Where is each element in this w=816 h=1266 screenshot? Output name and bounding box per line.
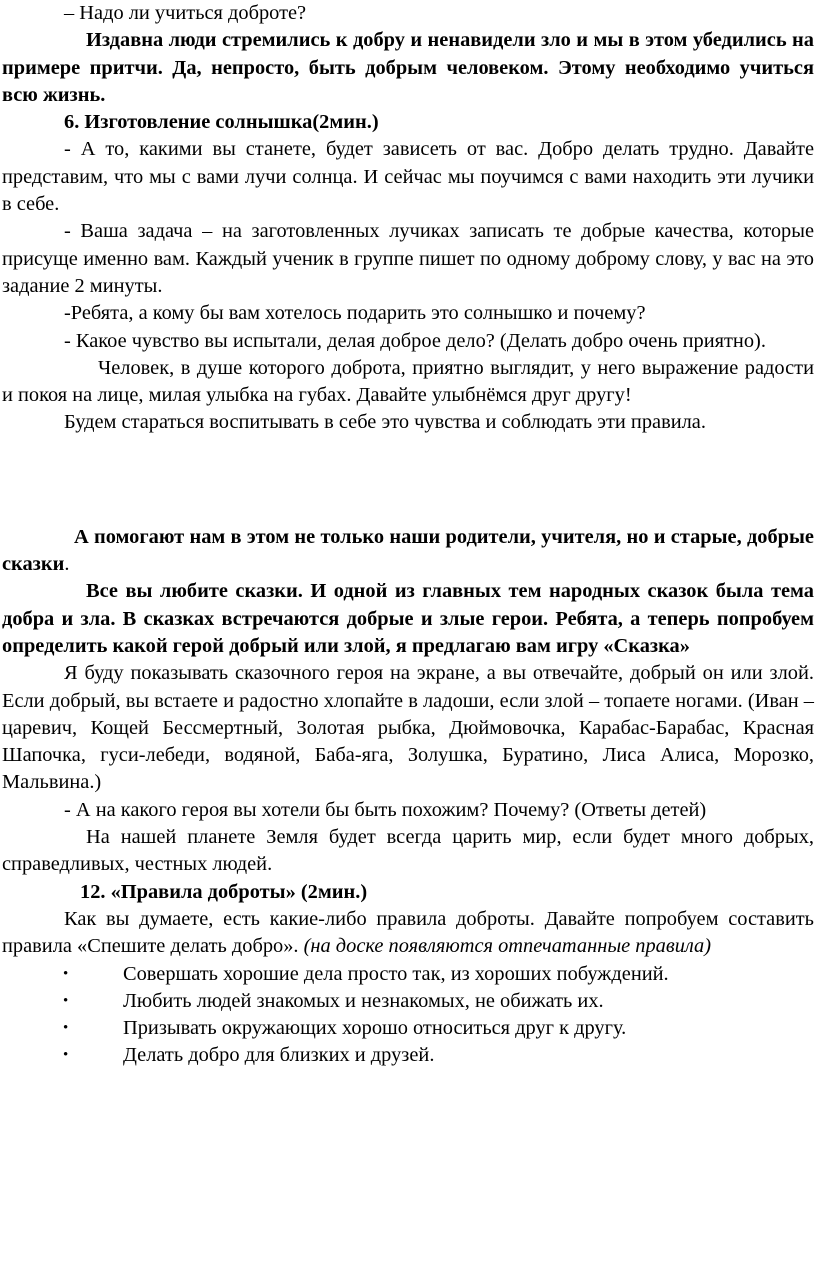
paragraph-rules-intro: Будем стараться воспитывать в себе это чувства и соблюдать эти правила. <box>64 411 706 434</box>
rule-text: Совершать хорошие дела просто так, из хороших побуждений. <box>123 962 669 985</box>
fairy-tales-bold-text: А помогают нам в этом не только наши родители, учителя, но и старые, добрые сказки <box>2 525 814 576</box>
fairy-tales-period: . <box>64 553 70 576</box>
list-item <box>2 1042 814 1069</box>
blank-space <box>2 437 814 524</box>
paragraph-kindness-rules <box>2 906 814 961</box>
bullet-icon: • <box>63 992 69 1009</box>
paragraph-game-intro: Все вы любите сказки. И одной из главных тем народных сказок была тема добра и зла. В сказках встречаются добрые и злые герои. Ребята, а теперь попробуем определить какой герой добрый или злой, я предлагаю вам игру «Сказка» <box>2 580 814 657</box>
paragraph-fairy-tales <box>2 524 814 579</box>
paragraph-planet: На нашей планете Земля будет всегда царить мир, если будет много добрых, справедливых, честных людей. <box>2 826 814 876</box>
rule-text: Делать добро для близких и друзей. <box>123 1044 435 1067</box>
list-item <box>2 988 814 1015</box>
kindness-rules-note: (на доске появляются отпечатанные правила) <box>303 935 712 958</box>
rule-text: Любить людей знакомых и незнакомых, не обижать их. <box>123 989 604 1012</box>
paragraph-game-rules: Я буду показывать сказочного героя на экране, а вы отвечайте, добрый он или злой. Если добрый, вы встаете и радостно хлопайте в ладоши, если злой – топаете ногами. (Иван – царевич, Кощей Бессмертный, Золотая рыбка, Дюймовочка, Карабас-Барабас, Красная Шапочка, гуси-лебеди, водяной, Баба-яга, Золушка, Буратино, Лиса Алиса, Морозко, Мальвина.) <box>2 662 814 794</box>
list-item <box>2 961 814 988</box>
paragraph-feeling: - Какое чувство вы испытали, делая доброе дело? (Делать добро очень приятно). <box>64 329 766 352</box>
paragraph-hero-question: - А на какого героя вы хотели бы быть похожим? Почему? (Ответы детей) <box>64 798 707 821</box>
bullet-icon: • <box>63 1047 69 1064</box>
paragraph-person: Человек, в душе которого доброта, приятно выглядит, у него выражение радости и покоя на лице, милая улыбка на губах. Давайте улыбнёмся друг другу! <box>2 356 814 407</box>
rules-list <box>2 961 814 1070</box>
paragraph-gift: -Ребята, а кому бы вам хотелось подарить это солнышко и почему? <box>64 302 646 325</box>
list-item <box>2 1015 814 1042</box>
bullet-icon: • <box>63 965 69 982</box>
section-heading-6: 6. Изготовление солнышка(2мин.) <box>64 111 379 134</box>
paragraph-question: – Надо ли учиться доброте? <box>64 2 307 24</box>
paragraph-sun: - А то, какими вы станете, будет зависеть от вас. Добро делать трудно. Давайте представим, что мы с вами лучи солнца. И сейчас мы поучимся с вами находить эти лучики в себе. <box>2 138 814 216</box>
paragraph-task: - Ваша задача – на заготовленных лучиках записать те добрые качества, которые присуще именно вам. Каждый ученик в группе пишет по одному доброму слову, у вас на это задание 2 минуты. <box>2 220 814 297</box>
rule-text: Призывать окружающих хорошо относиться друг к другу. <box>123 1017 627 1040</box>
section-heading-12: 12. «Правила доброты» (2мин.) <box>80 880 368 903</box>
paragraph-bold-intro: Издавна люди стремились к добру и ненавидели зло и мы в этом убедились на примере притчи. Да, непросто, быть добрым человеком. Этому необходимо учиться всю жизнь. <box>2 29 814 106</box>
kindness-rules-text: Как вы думаете, есть какие-либо правила доброты. Давайте попробуем составить правила «Спешите делать добро». <box>2 907 814 958</box>
bullet-icon: • <box>63 1020 69 1037</box>
